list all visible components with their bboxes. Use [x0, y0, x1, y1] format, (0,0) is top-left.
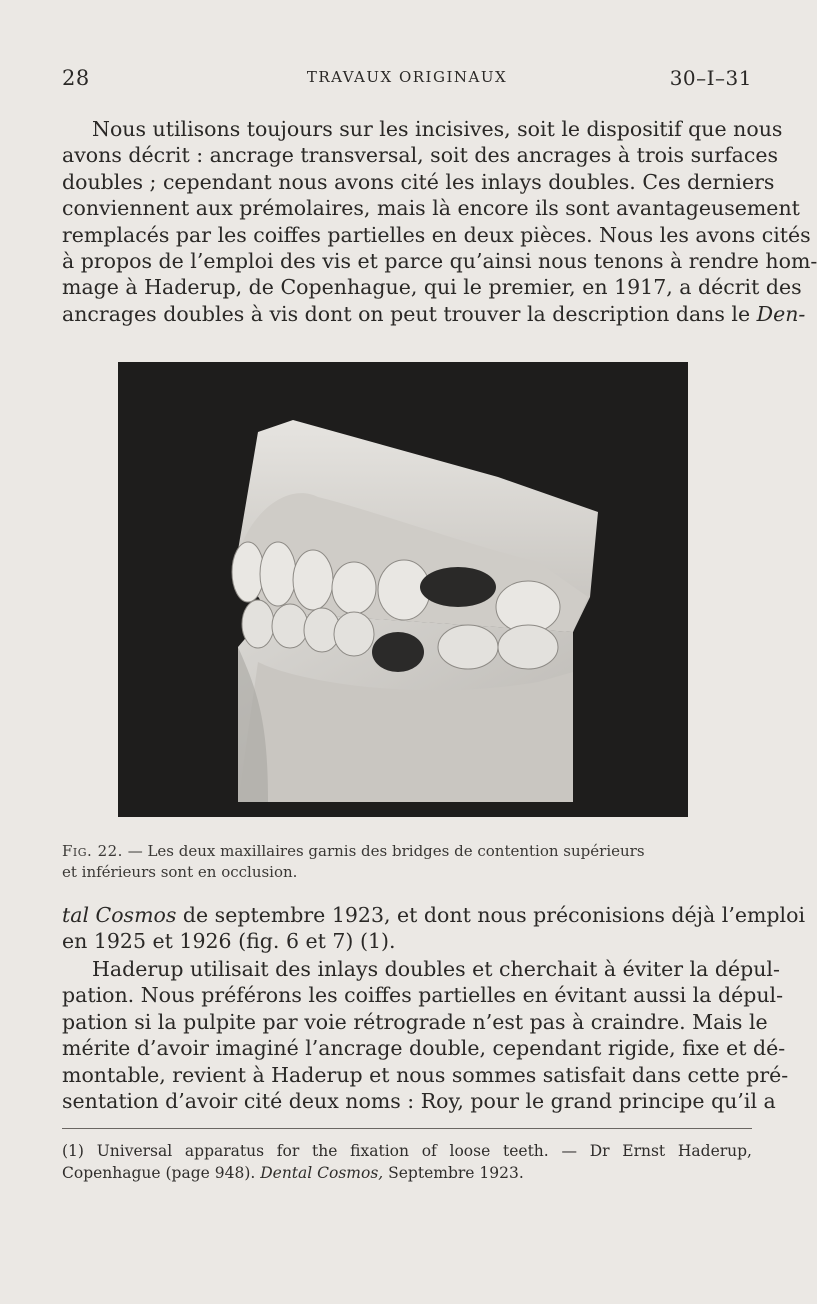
- text-line: Nous utilisons toujours sur les incisives, soit le dispositif que nous: [92, 117, 783, 141]
- text-line: pation si la pulpite par voie rétrograde n’est pas à craindre. Mais le: [62, 1009, 768, 1034]
- text-line: Haderup utilisait des inlays doubles et cherchait à éviter la dépul-: [92, 957, 780, 981]
- page-number: 28: [62, 66, 90, 90]
- paragraph-2: [62, 902, 805, 955]
- text-line: [62, 902, 805, 928]
- text-line: mage à Haderup, de Copenhague, qui le premier, en 1917, a décrit des: [62, 275, 802, 300]
- caption-line: et inférieurs sont en occlusion.: [62, 863, 298, 881]
- caption-line: [62, 841, 752, 862]
- text-line: avons décrit : ancrage transversal, soit des ancrages à trois surfaces: [62, 143, 779, 168]
- caption-text: — Les deux maxillaires garnis des bridges de contention supérieurs: [122, 842, 645, 860]
- text-line: montable, revient à Haderup et nous sommes satisfait dans cette pré-: [62, 1062, 789, 1087]
- figure-label: Fig. 22.: [62, 842, 123, 860]
- footnote-rule: [62, 1128, 752, 1129]
- footnote-line: [62, 1162, 752, 1184]
- italic-segment: Dental Cosmos,: [260, 1164, 384, 1182]
- text-line: en 1925 et 1926 (fig. 6 et 7) (1).: [62, 929, 396, 954]
- paragraph-3: [62, 956, 789, 1114]
- text-line: conviennent aux prémolaires, mais là encore ils sont avantageusement: [62, 196, 800, 221]
- figure-caption: [62, 841, 752, 883]
- text-line: pation. Nous préférons les coiffes partielles en évitant aussi la dépul-: [62, 983, 784, 1008]
- issue-date: 30–I–31: [669, 66, 752, 90]
- text-segment: ancrages doubles à vis dont on peut trouver la description dans le: [62, 301, 751, 326]
- text-line: remplacés par les coiffes partielles en deux pièces. Nous les avons cités: [62, 222, 811, 247]
- text-segment: Copenhague (page 948).: [62, 1164, 261, 1182]
- footnote: [62, 1140, 752, 1184]
- paragraph-1: [62, 116, 817, 327]
- text-segment: de septembre 1923, et dont nous préconisions déjà l’emploi: [176, 903, 805, 927]
- text-line: mérite d’avoir imaginé l’ancrage double, cependant rigide, fixe et dé-: [62, 1036, 786, 1061]
- text-segment: Septembre 1923.: [383, 1164, 524, 1182]
- text-line: doubles ; cependant nous avons cité les inlays doubles. Ces derniers: [62, 169, 775, 194]
- text-line: à propos de l’emploi des vis et parce qu’ainsi nous tenons à rendre hom-: [62, 248, 817, 273]
- running-title: TRAVAUX ORIGINAUX: [306, 68, 508, 86]
- dental-model-illustration: [118, 362, 688, 817]
- text-line: sentation d’avoir cité deux noms : Roy, pour le grand principe qu’il a: [62, 1088, 776, 1113]
- running-header: [62, 66, 752, 96]
- italic-segment: tal Cosmos: [62, 903, 177, 927]
- figure-photo-dental-model: [118, 362, 688, 817]
- footnote-line: (1) Universal apparatus for the fixation of loose teeth. — Dr Ernst Haderup,: [62, 1142, 752, 1160]
- italic-segment: Den-: [756, 301, 806, 326]
- text-line: [62, 301, 806, 327]
